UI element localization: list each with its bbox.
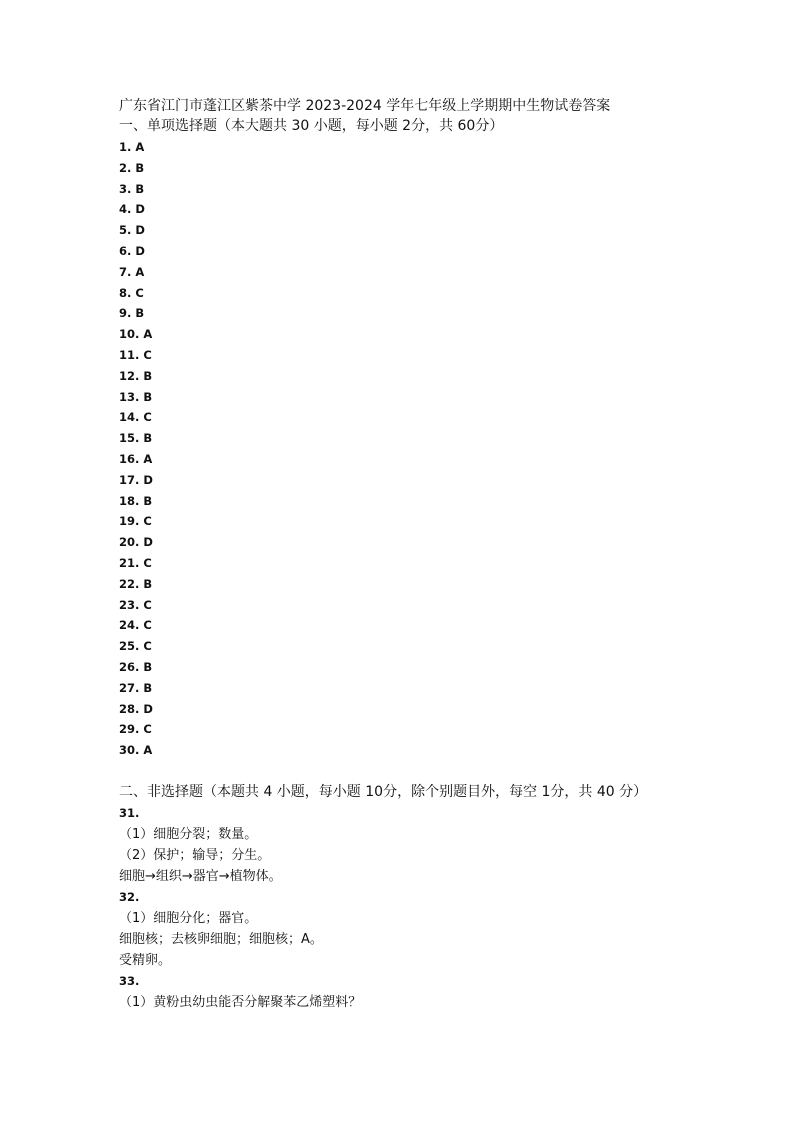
mc-answer-item (119, 553, 679, 574)
mc-answer-number: 2. (119, 160, 132, 175)
mc-answer-number: 8. (119, 285, 132, 300)
mc-answer-number: 19. (119, 514, 140, 529)
mc-answer-choice: C (143, 597, 152, 612)
mc-answer-choice: D (135, 202, 145, 217)
question-33-number: 33. (119, 973, 140, 988)
mc-answer-item (119, 345, 679, 366)
mc-answer-number: 4. (119, 202, 132, 217)
mc-answer-choice: C (143, 722, 152, 737)
document-title: 广东省江门市蓬江区紫茶中学 2023-2024 学年七年级上学期期中生物试卷答案 (119, 98, 611, 114)
mc-answer-choice: B (143, 389, 153, 404)
mc-answer-item (119, 283, 679, 304)
mc-answer-item (119, 366, 679, 387)
document-content (119, 96, 679, 1013)
mc-answer-item (119, 179, 679, 200)
mc-answer-number: 24. (119, 618, 140, 633)
mc-answer-item (119, 532, 679, 553)
mc-answer-choice: D (135, 243, 145, 258)
mc-answer-item (119, 220, 679, 241)
mc-answer-item (119, 657, 679, 678)
mc-answer-choice: B (143, 368, 153, 383)
section-1-heading: 一、单项选择题（本大题共 30 小题，每小题 2分，共 60分） (119, 118, 504, 134)
mc-answer-choice: B (135, 181, 145, 196)
mc-answer-choice: D (143, 701, 153, 716)
mc-answer-item (119, 449, 679, 470)
mc-answer-choice: B (143, 659, 153, 674)
mc-answer-choice: B (143, 431, 153, 446)
mc-answer-choice: A (143, 451, 153, 466)
mc-answer-choice: A (143, 327, 153, 342)
question-31-number: 31. (119, 805, 140, 820)
question-31-line: （2）保护；输导；分生。 (119, 847, 271, 863)
mc-answer-item (119, 262, 679, 283)
mc-answer-choice: C (143, 555, 152, 570)
spacer (119, 761, 679, 782)
mc-answer-number: 30. (119, 743, 140, 758)
mc-answer-item (119, 324, 679, 345)
mc-answer-choice: A (135, 264, 145, 279)
mc-answer-number: 16. (119, 451, 140, 466)
mc-answer-item (119, 470, 679, 491)
section-2-heading: 二、非选择题（本题共 4 小题，每小题 10分，除个别题目外，每空 1分，共 40 分） (119, 783, 648, 800)
question-31-block (119, 803, 679, 887)
mc-answer-item (119, 387, 679, 408)
mc-answer-number: 1. (119, 140, 132, 154)
mc-answer-number: 26. (119, 659, 140, 674)
mc-answer-number: 23. (119, 597, 140, 612)
mc-answer-number: 11. (119, 347, 140, 362)
mc-answer-choice: D (143, 535, 153, 550)
mc-answer-number: 5. (119, 223, 132, 238)
mc-answer-item (119, 574, 679, 595)
question-31-line: 细胞→组织→器官→植物体。 (119, 868, 282, 884)
mc-answer-choice: D (143, 472, 153, 487)
mc-answer-item (119, 303, 679, 324)
question-33-line: （1）黄粉虫幼虫能否分解聚苯乙烯塑料？ (119, 994, 362, 1010)
multiple-choice-answer-list (119, 137, 679, 761)
question-32-line: 细胞核；去核卵细胞；细胞核；A。 (119, 931, 323, 947)
mc-answer-number: 29. (119, 722, 140, 737)
mc-answer-choice: A (143, 743, 153, 758)
mc-answer-number: 18. (119, 493, 140, 508)
mc-answer-choice: C (143, 347, 152, 362)
mc-answer-choice: C (143, 618, 152, 633)
mc-answer-number: 15. (119, 431, 140, 446)
mc-answer-choice: C (143, 639, 152, 654)
mc-answer-item (119, 491, 679, 512)
mc-answer-choice: C (143, 514, 152, 529)
mc-answer-choice: A (135, 140, 145, 154)
mc-answer-item (119, 595, 679, 616)
mc-answer-item (119, 158, 679, 179)
mc-answer-number: 17. (119, 472, 140, 487)
question-32-number: 32. (119, 889, 140, 904)
mc-answer-item (119, 678, 679, 699)
mc-answer-choice: B (135, 306, 145, 321)
mc-answer-choice: C (135, 285, 144, 300)
mc-answer-number: 7. (119, 264, 132, 279)
mc-answer-item (119, 199, 679, 220)
mc-answer-item (119, 699, 679, 720)
mc-answer-item (119, 428, 679, 449)
mc-answer-choice: B (143, 493, 153, 508)
question-32-line: 受精卵。 (119, 952, 172, 968)
mc-answer-item (119, 407, 679, 428)
mc-answer-item (119, 719, 679, 740)
mc-answer-number: 25. (119, 639, 140, 654)
question-31-line: （1）细胞分裂；数量。 (119, 826, 258, 842)
mc-answer-number: 9. (119, 306, 132, 321)
mc-answer-number: 21. (119, 555, 140, 570)
mc-answer-item (119, 511, 679, 532)
mc-answer-number: 3. (119, 181, 132, 196)
mc-answer-choice: C (143, 410, 152, 425)
mc-answer-choice: B (143, 680, 153, 695)
mc-answer-number: 22. (119, 576, 140, 591)
mc-answer-number: 20. (119, 535, 140, 550)
question-33-block (119, 971, 679, 1013)
mc-answer-number: 6. (119, 243, 132, 258)
mc-answer-item (119, 615, 679, 636)
mc-answer-choice: D (135, 223, 145, 238)
mc-answer-item (119, 241, 679, 262)
mc-answer-item (119, 740, 679, 761)
question-32-line: （1）细胞分化；器官。 (119, 910, 258, 926)
mc-answer-number: 27. (119, 680, 140, 695)
mc-answer-number: 14. (119, 410, 140, 425)
question-32-block (119, 887, 679, 971)
mc-answer-number: 13. (119, 389, 140, 404)
mc-answer-item (119, 636, 679, 657)
mc-answer-number: 28. (119, 701, 140, 716)
mc-answer-item (119, 137, 679, 158)
mc-answer-choice: B (135, 160, 145, 175)
mc-answer-number: 10. (119, 327, 140, 342)
mc-answer-number: 12. (119, 368, 140, 383)
mc-answer-choice: B (143, 576, 153, 591)
